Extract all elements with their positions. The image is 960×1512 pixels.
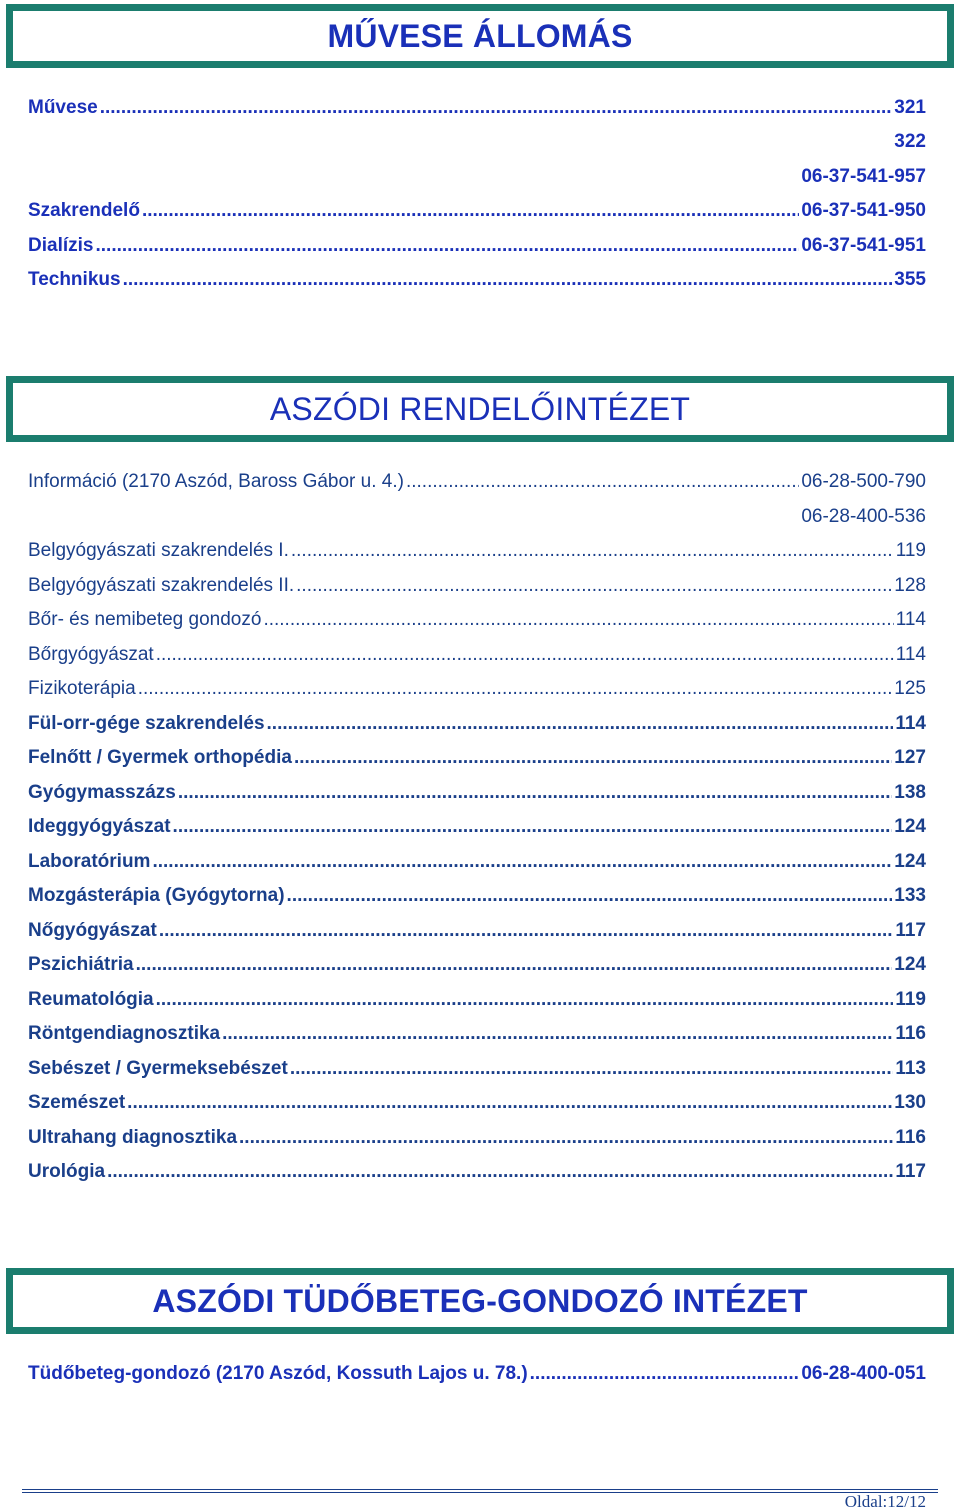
list-item [28,1023,926,1053]
item-label: Bőr- és nemibeteg gondozó [28,609,262,630]
leader-dots [173,816,893,838]
item-label: Belgyógyászati szakrendelés I. [28,540,289,561]
item-label: Mozgásterápia (Gyógytorna) [28,885,285,906]
section-banner-inner [11,1273,949,1329]
section-banner-rendelointezet [6,376,954,442]
item-label: Fül-orr-gége szakrendelés [28,713,265,734]
item-value: 119 [895,540,926,561]
list-item [28,644,926,674]
item-value: 124 [894,816,926,837]
item-label: Pszichiátria [28,954,134,975]
footer-divider [22,1489,938,1490]
item-label: Laboratórium [28,851,151,872]
list-item [28,131,926,161]
section-title: MŰVESE ÁLLOMÁS [327,17,633,54]
list-item [28,885,926,915]
section-banner-inner [11,381,949,437]
leader-dots [530,1363,800,1385]
item-value: 322 [894,131,926,152]
item-value: 06-37-541-950 [801,200,926,221]
section-banner-tudobeteg [6,1268,954,1334]
list-item [28,747,926,777]
item-label: Ideggyógyászat [28,816,171,837]
item-value: 06-37-541-957 [801,166,926,187]
list-item [28,713,926,743]
section-banner-muvese [6,4,954,68]
item-value: 113 [895,1058,926,1079]
list-item [28,1161,926,1191]
leader-dots [294,747,892,769]
leader-dots [107,1161,893,1183]
list-item [28,1058,926,1088]
list-item [28,269,926,299]
leader-dots [290,1058,894,1080]
list-item [28,954,926,984]
item-label: Szemészet [28,1092,126,1113]
leader-dots [406,471,799,493]
item-value: 116 [895,1127,926,1148]
list-item [28,1127,926,1157]
section-title: ASZÓDI RENDELŐINTÉZET [269,390,691,427]
leader-dots [142,200,799,222]
list-item [28,575,926,605]
item-value: 117 [895,920,926,941]
item-value: 321 [894,97,926,118]
item-label: Ultrahang diagnosztika [28,1127,238,1148]
item-label: Felnőtt / Gyermek orthopédia [28,747,292,768]
leader-dots [138,678,893,700]
list-item [28,97,926,127]
item-value: 06-37-541-951 [801,235,926,256]
item-label: Információ (2170 Aszód, Baross Gábor u. 4.) [28,471,404,492]
item-value: 119 [895,989,926,1010]
leader-dots [239,1127,893,1149]
list-item [28,851,926,881]
item-value: 138 [894,782,926,803]
list-item [28,200,926,230]
item-label: Szakrendelő [28,200,140,221]
leader-dots [222,1023,893,1045]
leader-dots [136,954,893,976]
leader-dots [123,269,893,291]
item-value: 114 [895,713,926,734]
list-item [28,678,926,708]
item-value: 124 [894,954,926,975]
item-value: 124 [894,851,926,872]
leader-dots [159,920,894,942]
leader-dots [178,782,892,804]
list-item [28,471,926,501]
leader-dots [263,609,893,631]
leader-dots [156,644,894,666]
section-title: ASZÓDI TÜDŐBETEG-GONDOZÓ INTÉZET [152,1282,808,1319]
list-item [28,166,926,196]
item-value: 06-28-400-536 [801,506,926,527]
leader-dots [287,885,893,907]
item-label: Technikus [28,269,121,290]
item-value: 06-28-500-790 [801,471,926,492]
item-label: Művese [28,97,98,118]
leader-dots [156,989,894,1011]
item-label: Urológia [28,1161,106,1182]
item-value: 133 [894,885,926,906]
leader-dots [95,235,799,257]
item-value: 116 [895,1023,926,1044]
list-item [28,506,926,536]
item-value: 127 [894,747,926,768]
item-label: Sebészet / Gyermeksebészet [28,1058,288,1079]
list-item [28,235,926,265]
leader-dots [291,540,894,562]
leader-dots [152,851,892,873]
list-item [28,609,926,639]
item-label: Gyógymasszázs [28,782,176,803]
item-value: 06-28-400-051 [801,1363,926,1384]
page-number: Oldal:12/12 [844,1492,926,1511]
item-label: Röntgendiagnosztika [28,1023,221,1044]
item-label: Reumatológia [28,989,154,1010]
leader-dots [296,575,892,597]
list-item [28,782,926,812]
item-value: 117 [895,1161,926,1182]
list-item [28,540,926,570]
item-value: 130 [894,1092,926,1113]
section-banner-inner [11,9,949,63]
item-label: Dialízis [28,235,94,256]
item-label: Tüdőbeteg-gondozó (2170 Aszód, Kossuth Lajos u. 78.) [28,1363,528,1384]
list-item [28,989,926,1019]
item-value: 128 [894,575,926,596]
list-item [28,1092,926,1122]
item-value: 114 [895,609,926,630]
list-item [28,920,926,950]
leader-dots [267,713,894,735]
leader-dots [100,97,893,119]
item-value: 125 [894,678,926,699]
item-label: Fizikoterápia [28,678,136,699]
item-label: Nőgyógyászat [28,920,157,941]
item-label: Belgyógyászati szakrendelés II. [28,575,295,596]
footer-divider [22,1492,938,1493]
item-label: Bőrgyógyászat [28,644,154,665]
item-value: 114 [895,644,926,665]
list-item [28,1363,926,1393]
item-value: 355 [894,269,926,290]
list-item [28,816,926,846]
leader-dots [127,1092,892,1114]
